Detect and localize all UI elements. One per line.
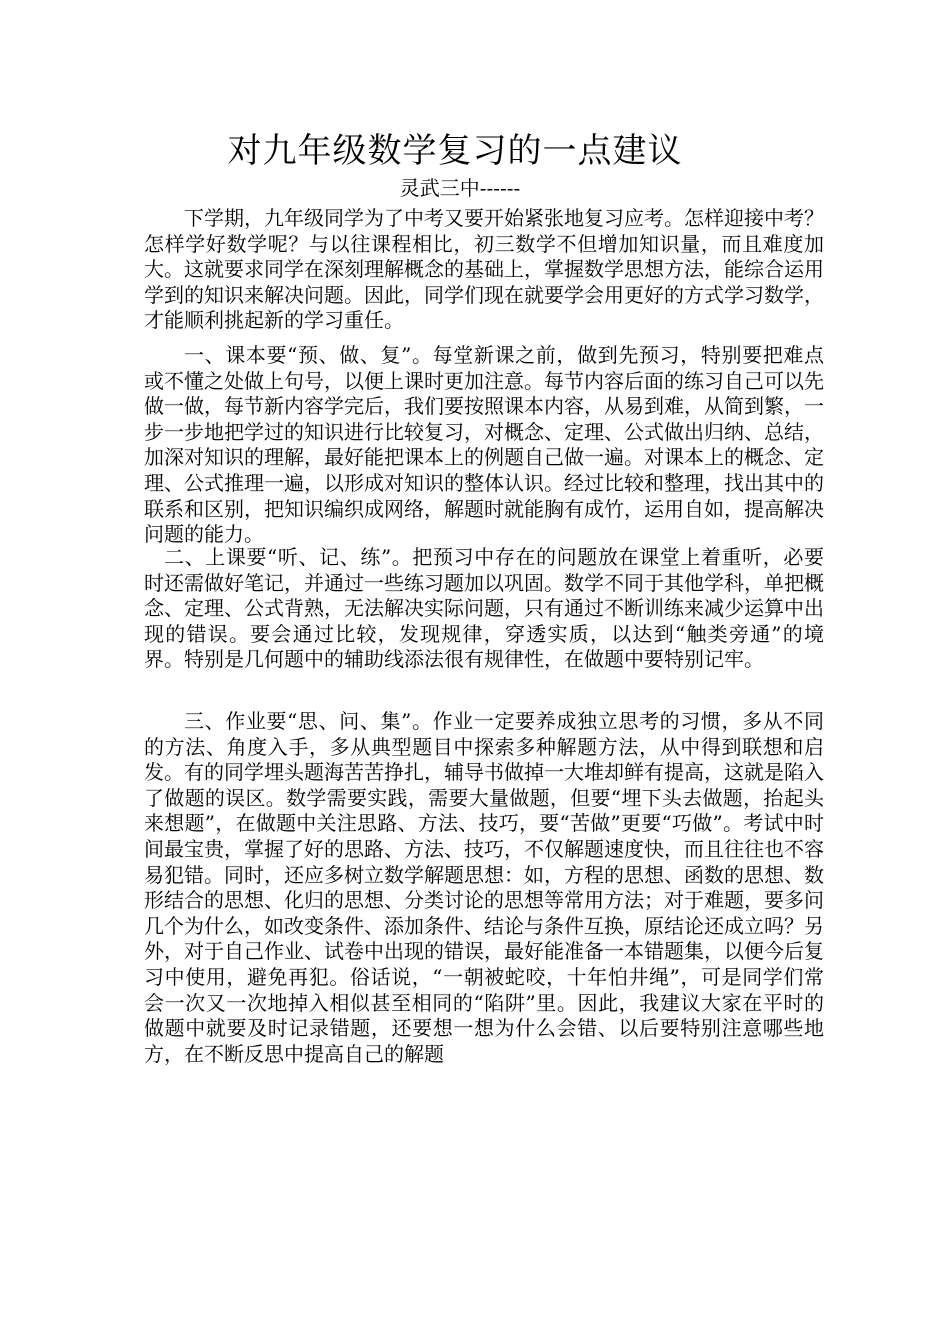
homework-advice-paragraph: 三、作业要“思、问、集”。作业一定要养成独立思考的习惯，多从不同的方法、角度入手，多从典型题目中探索多种解题方法，从中得到联想和启发。有的同学埋头题海苦苦挣扎，辅导书做掉一大堆却鲜有提高，这就是陷入了做题的误区。数学需要实践，需要大量做题，但要“埋下头去做题，抬起头来想题”，在做题中关注思路、方法、技巧，要“苦做”更要“巧做”。考试中时间最宝贵，掌握了好的思路、方法、技巧，不仅解题速度快，而且往往也不容易犯错。同时，还应多树立数学解题思想：如，方程的思想、函数的思想、数形结合的思想、化归的思想、分类讨论的思想等常用方法；对于难题，要多问几个为什么，如改变条件、添加条件、结论与条件互换，原结论还成立吗？另外，对于自己作业、试卷中出现的错误，最好能准备一本错题集，以便今后复习中使用，避免再犯。俗话说，“一朝被蛇咬，十年怕井绳”，可是同学们常会一次又一次地掉入相似甚至相同的“陷阱”里。因此，我建议大家在平时的做题中就要及时记录错题，还要想一想为什么会错、以后要特别注意哪些地方，在不断反思中提高自己的解题 — [144, 709, 824, 1066]
author-line: 灵武三中------ — [399, 176, 521, 200]
class-advice-paragraph: 二、上课要“听、记、练”。把预习中存在的问题放在课堂上着重听，必要时还需做好笔记，并通过一些练习题加以巩固。数学不同于其他学科，单把概念、定理、公式背熟，无法解决实际问题，只有通过不断训练来减少运算中出现的错误。要会通过比较，发现规律，穿透实质，以达到“触类旁通”的境界。特别是几何题中的辅助线添法很有规律性，在做题中要特别记牢。 — [144, 545, 824, 672]
intro-paragraph: 下学期，九年级同学为了中考又要开始紧张地复习应考。怎样迎接中考？怎样学好数学呢？与以往课程相比，初三数学不但增加知识量，而且难度加大。这就要求同学在深刻理解概念的基础上，掌握数学思想方法，能综合运用学到的知识来解决问题。因此，同学们现在就要学会用更好的方式学习数学，才能顺利挑起新的学习重任。 — [144, 206, 824, 333]
textbook-advice-paragraph: 一、课本要“预、做、复”。每堂新课之前，做到先预习，特别要把难点或不懂之处做上句号，以便上课时更加注意。每节内容后面的练习自己可以先做一做，每节新内容学完后，我们要按照课本内容，从易到难，从简到繁，一步一步地把学过的知识进行比较复习，对概念、定理、公式做出归纳、总结，加深对知识的理解，最好能把课本上的例题自己做一遍。对课本上的概念、定理、公式推理一遍，以形成对知识的整体认识。经过比较和整理，找出其中的联系和区别，把知识编织成网络，解题时就能胸有成竹，运用自如，提高解决问题的能力。 — [144, 343, 824, 547]
document-title: 对九年级数学复习的一点建议 — [227, 131, 683, 171]
